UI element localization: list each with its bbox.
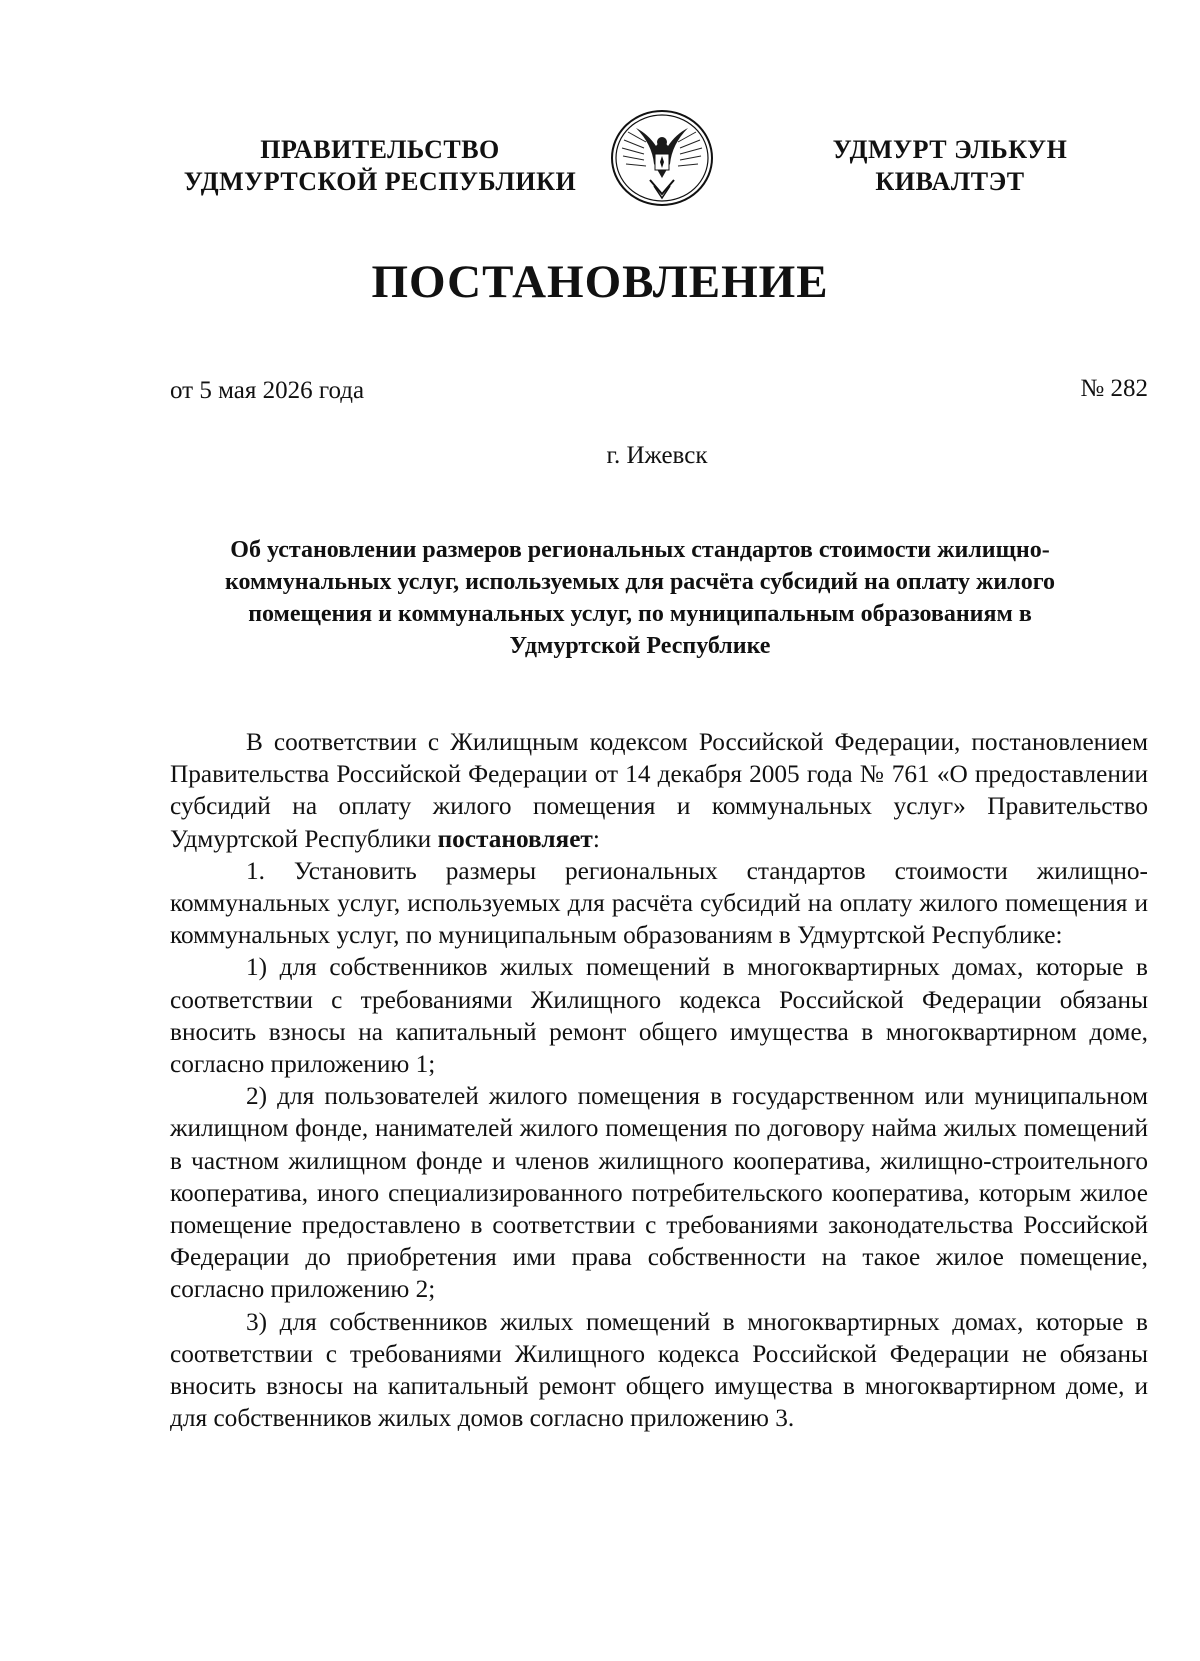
subitem-1-paragraph: 1) для собственников жилых помещений в многоквартирных домах, которые в соответствии с требованиями Жилищного кодекса Российской Федерации обязаны вносить взносы на капитальный ремонт общего имущества в многоквартирном доме, согласно приложению 1; bbox=[170, 953, 1148, 1079]
preamble-end: : bbox=[592, 824, 600, 853]
document-subject: Об установлении размеров региональных стандартов стоимости жилищно-коммунальных услуг, используемых для расчёта субсидий на оплату жилого помещения и коммунальных услуг, по муниципальным образованиям в Удмуртской Республике bbox=[224, 537, 1055, 659]
preamble-verb: постановляет bbox=[437, 824, 593, 853]
document-type-title: ПОСТАНОВЛЕНИЕ bbox=[371, 256, 829, 308]
org-right-line1: УДМУРТ ЭЛЬКУН bbox=[832, 135, 1068, 164]
item-1-paragraph: 1. Установить размеры региональных стандартов стоимости жилищно-коммунальных услуг, используемых для расчёта субсидий на оплату жилого помещения и коммунальных услуг, по муниципальным образованиям в Удмуртской Республике: bbox=[170, 856, 1148, 950]
organization-name-udmurt bbox=[800, 134, 1100, 198]
document-date: от 5 мая 2026 года bbox=[170, 377, 365, 404]
document-body bbox=[170, 726, 1148, 1434]
org-left-line2: УДМУРТСКОЙ РЕСПУБЛИКИ bbox=[183, 167, 577, 196]
preamble-text: В соответствии с Жилищным кодексом Российской Федерации, постановлением Правительства Российской Федерации от 14 декабря 2005 года № 761 «О предоставлении субсидий на оплату жилого помещения и коммунальных услуг» Правительство Удмуртской Республики bbox=[170, 728, 1148, 853]
subitem-2-paragraph: 2) для пользователей жилого помещения в государственном или муниципальном жилищном фонде, нанимателей жилого помещения по договору найма жилых помещений в частном жилищном фонде и членов жилищного кооператива, жилищно-строительного кооператива, иного специализированного потребительского кооператива, которым жилое помещение предоставлено в соответствии с требованиями законодательства Российской Федерации до приобретения ими права собственности на такое жилое помещение, согласно приложению 2; bbox=[170, 1082, 1148, 1304]
document-city: г. Ижевск bbox=[606, 442, 708, 469]
organization-name-russian bbox=[160, 134, 600, 198]
document-number: № 282 bbox=[1080, 375, 1148, 402]
org-right-line2: КИВАЛТЭТ bbox=[875, 167, 1025, 196]
coat-of-arms-icon bbox=[606, 108, 718, 208]
subitem-3-paragraph: 3) для собственников жилых помещений в многоквартирных домах, которые в соответствии с требованиями Жилищного кодекса Российской Федерации не обязаны вносить взносы на капитальный ремонт общего имущества в многоквартирном доме, и для собственников жилых домов согласно приложению 3. bbox=[170, 1307, 1148, 1433]
org-left-line1: ПРАВИТЕЛЬСТВО bbox=[260, 135, 500, 164]
preamble-paragraph bbox=[170, 726, 1148, 855]
